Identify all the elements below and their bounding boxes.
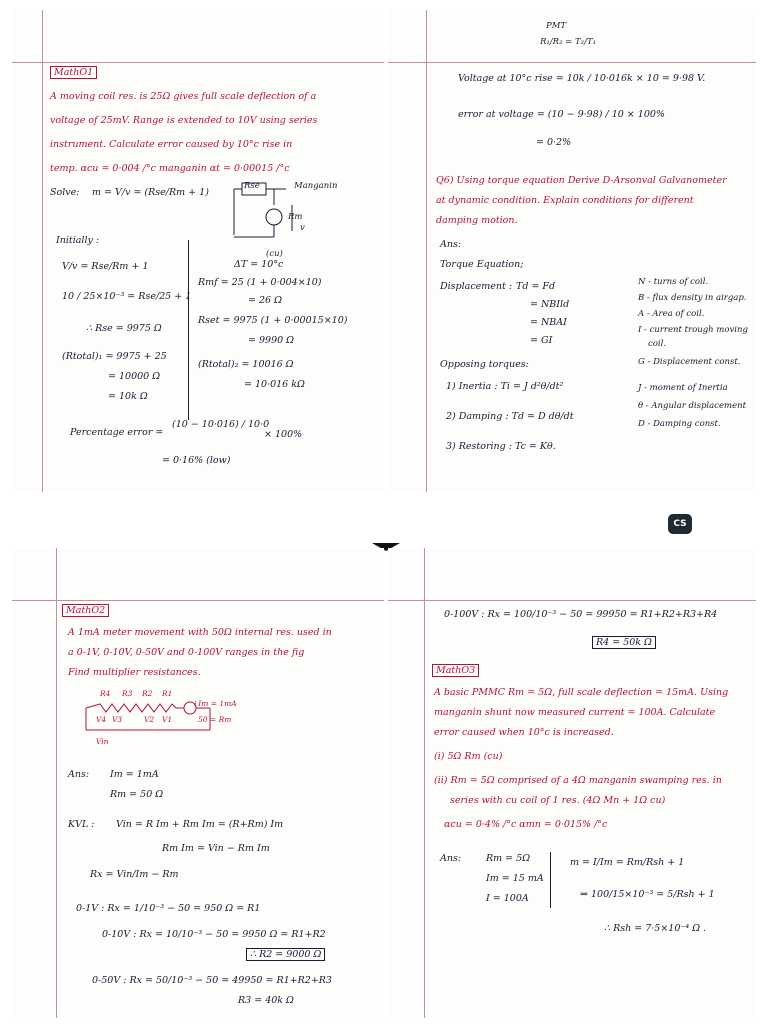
problem-tag: MathO2 bbox=[62, 606, 109, 617]
legend-line: B - flux density in airgap. bbox=[638, 293, 747, 303]
page-top-right bbox=[388, 10, 756, 492]
problem-line: A 1mA meter movement with 50Ω internal res. used in bbox=[68, 627, 332, 638]
step: ∴ Rse = 9975 Ω bbox=[86, 323, 162, 334]
step: = 10k Ω bbox=[108, 391, 148, 402]
alpha-line: αcu = 0·4% /°c αmn = 0·015% /°c bbox=[444, 819, 608, 830]
given: I = 100A bbox=[486, 893, 529, 904]
kvl-label: KVL : bbox=[68, 819, 95, 830]
camscanner-badge: CS bbox=[668, 514, 692, 534]
page-bottom-right bbox=[388, 548, 756, 1018]
formula: m = V/v = (Rse/Rm + 1) bbox=[92, 187, 209, 198]
given: Im = 1mA bbox=[110, 769, 159, 780]
problem-line: instrument. Calculate error caused by 10°c rise in bbox=[50, 139, 293, 150]
divider bbox=[188, 240, 189, 420]
step: V/v = Rse/Rm + 1 bbox=[62, 261, 149, 272]
legend-line: coil. bbox=[648, 339, 667, 349]
given: Rm = 50 Ω bbox=[110, 789, 164, 800]
step: 10 / 25×10⁻³ = Rse/25 + 1 bbox=[62, 291, 192, 302]
given: Im = 15 mA bbox=[486, 873, 544, 884]
problem-tag: MathO1 bbox=[50, 68, 97, 79]
torque-line: 2) Damping : Td = D dθ/dt bbox=[446, 411, 574, 422]
voltage-line: Voltage at 10°c rise = 10k / 10·016k × 10 = 9·98 V. bbox=[458, 73, 706, 84]
problem-tag: MathO3 bbox=[432, 666, 479, 677]
pmt-label: PMT bbox=[546, 21, 567, 31]
ans-label: Ans: bbox=[440, 239, 462, 250]
legend-line: θ - Angular displacement bbox=[638, 401, 746, 411]
circuit-cu-label: (cu) bbox=[266, 249, 283, 259]
circuit-rse-label: Rse bbox=[244, 181, 260, 191]
range-line: 0-50V : Rx = 50/10⁻³ − 50 = 49950 = R1+R2+R3 bbox=[92, 975, 332, 986]
step: ΔT = 10°c bbox=[234, 259, 284, 270]
circuit-manganin-label: Manganin bbox=[294, 181, 338, 191]
circuit-label: Vin bbox=[96, 737, 109, 746]
problem-line: error caused when 10°c is increased. bbox=[434, 727, 614, 738]
circuit-label: V3 bbox=[112, 715, 123, 724]
range-line: 0-1V : Rx = 1/10⁻³ − 50 = 950 Ω = R1 bbox=[76, 903, 261, 914]
question-line: Q6) Using torque equation Derive D-Arsonval Galvanometer bbox=[436, 175, 727, 186]
pmt-eq: R₁/R₂ = T₂/T₁ bbox=[540, 37, 597, 47]
page-top-left bbox=[12, 10, 384, 492]
step: = 26 Ω bbox=[248, 295, 282, 306]
divider bbox=[550, 852, 551, 908]
circuit-v-label: v bbox=[300, 223, 305, 233]
circuit-label: V4 bbox=[96, 715, 107, 724]
circuit-label: R2 bbox=[142, 689, 153, 698]
step: Rset = 9975 (1 + 0·00015×10) bbox=[198, 315, 348, 326]
step: Rmf = 25 (1 + 0·004×10) bbox=[198, 277, 322, 288]
percent-error-frac: (10 − 10·016) / 10·0 bbox=[172, 419, 270, 430]
torque-line: 1) Inertia : Ti = J d²θ/dt² bbox=[446, 381, 564, 392]
question-line: at dynamic condition. Explain conditions for different bbox=[436, 195, 694, 206]
case-line: series with cu coil of 1 res. (4Ω Mn + 1Ω cu) bbox=[450, 795, 666, 806]
given: Rm = 5Ω bbox=[486, 853, 531, 864]
kvl-line: Rm Im = Vin − Rm Im bbox=[162, 843, 270, 854]
solve-label: Solve: bbox=[50, 187, 80, 198]
range-line: R3 = 40k Ω bbox=[238, 995, 294, 1006]
circuit-rm-label: Rm bbox=[288, 212, 303, 222]
answer: = 0·16% (low) bbox=[162, 455, 231, 466]
problem-line: Find multiplier resistances. bbox=[68, 667, 201, 678]
legend-line: D - Damping const. bbox=[638, 419, 721, 429]
opposing-label: Opposing torques: bbox=[440, 359, 529, 370]
torque-eq: Torque Equation; bbox=[440, 259, 524, 270]
percent-error-tail: × 100% bbox=[264, 429, 303, 440]
ans-label: Ans: bbox=[440, 853, 462, 864]
range-line: 0-10V : Rx = 10/10⁻³ − 50 = 9950 Ω = R1+R2 bbox=[102, 929, 326, 940]
circuit-label: ↓Im = 1mA bbox=[192, 699, 237, 708]
range-line: ∴ R2 = 9000 Ω bbox=[246, 950, 325, 961]
circuit-label: 50 = Rm bbox=[198, 715, 232, 724]
r4-box: R4 = 50k Ω bbox=[592, 638, 656, 649]
initially-label: Initially : bbox=[56, 235, 100, 246]
step: = 10000 Ω bbox=[108, 371, 161, 382]
problem-line: a 0-1V, 0-10V, 0-50V and 0-100V ranges in the fig bbox=[68, 647, 305, 658]
error-answer: = 0·2% bbox=[536, 137, 572, 148]
rsh-result: ∴ Rsh = 7·5×10⁻⁴ Ω . bbox=[604, 923, 707, 934]
problem-line: temp. αcu = 0·004 /°c manganin αt = 0·00015 /°c bbox=[50, 163, 290, 174]
td-line: = NBIld bbox=[530, 299, 570, 310]
question-line: damping motion. bbox=[436, 215, 518, 226]
circuit-label: R1 bbox=[162, 689, 173, 698]
step: (Rtotal)₂ = 10016 Ω bbox=[198, 359, 294, 370]
circuit-label: V1 bbox=[162, 715, 173, 724]
top-line: 0-100V : Rx = 100/10⁻³ − 50 = 99950 = R1+R2+R3+R4 bbox=[444, 609, 718, 620]
error-line: error at voltage = (10 − 9·98) / 10 × 100% bbox=[458, 109, 665, 120]
case-line: (ii) Rm = 5Ω comprised of a 4Ω manganin swamping res. in bbox=[434, 775, 722, 786]
step: = 10·016 kΩ bbox=[244, 379, 305, 390]
percent-error-label: Percentage error = bbox=[70, 427, 164, 438]
legend-line: G - Displacement const. bbox=[638, 357, 741, 367]
legend-line: A - Area of coil. bbox=[638, 309, 705, 319]
td-line: = NBAI bbox=[530, 317, 567, 328]
kvl-line: Vin = R Im + Rm Im = (R+Rm) Im bbox=[116, 819, 284, 830]
displacement-label: Displacement : bbox=[440, 281, 513, 292]
problem-line: manganin shunt now measured current = 100A. Calculate bbox=[434, 707, 716, 718]
circuit-label: R4 bbox=[100, 689, 111, 698]
case-line: (i) 5Ω Rm (cu) bbox=[434, 751, 503, 762]
legend-line: I - current trough moving bbox=[638, 325, 748, 335]
legend-line: J - moment of Inertia bbox=[638, 383, 728, 393]
problem-line: A moving coil res. is 25Ω gives full scale deflection of a bbox=[50, 91, 317, 102]
m-line2: ⇒ 100/15×10⁻³ = 5/Rsh + 1 bbox=[580, 889, 715, 900]
circuit-label: R3 bbox=[122, 689, 133, 698]
legend-line: N - turns of coil. bbox=[638, 277, 709, 287]
ans-label: Ans: bbox=[68, 769, 90, 780]
torque-line: 3) Restoring : Tc = Kθ. bbox=[446, 441, 556, 452]
m-line: m = I/Im = Rm/Rsh + 1 bbox=[570, 857, 685, 868]
step: = 9990 Ω bbox=[248, 335, 295, 346]
kvl-line: Rx = Vin/Im − Rm bbox=[90, 869, 179, 880]
problem-line: A basic PMMC Rm = 5Ω, full scale deflection = 15mA. Using bbox=[434, 687, 729, 698]
circuit-label: V2 bbox=[144, 715, 155, 724]
td-line: = GI bbox=[530, 335, 553, 346]
td-line: Td = Fd bbox=[516, 281, 556, 292]
page-bottom-left bbox=[12, 548, 384, 1018]
step: (Rtotal)₁ = 9975 + 25 bbox=[62, 351, 167, 362]
problem-line: voltage of 25mV. Range is extended to 10V using series bbox=[50, 115, 318, 126]
